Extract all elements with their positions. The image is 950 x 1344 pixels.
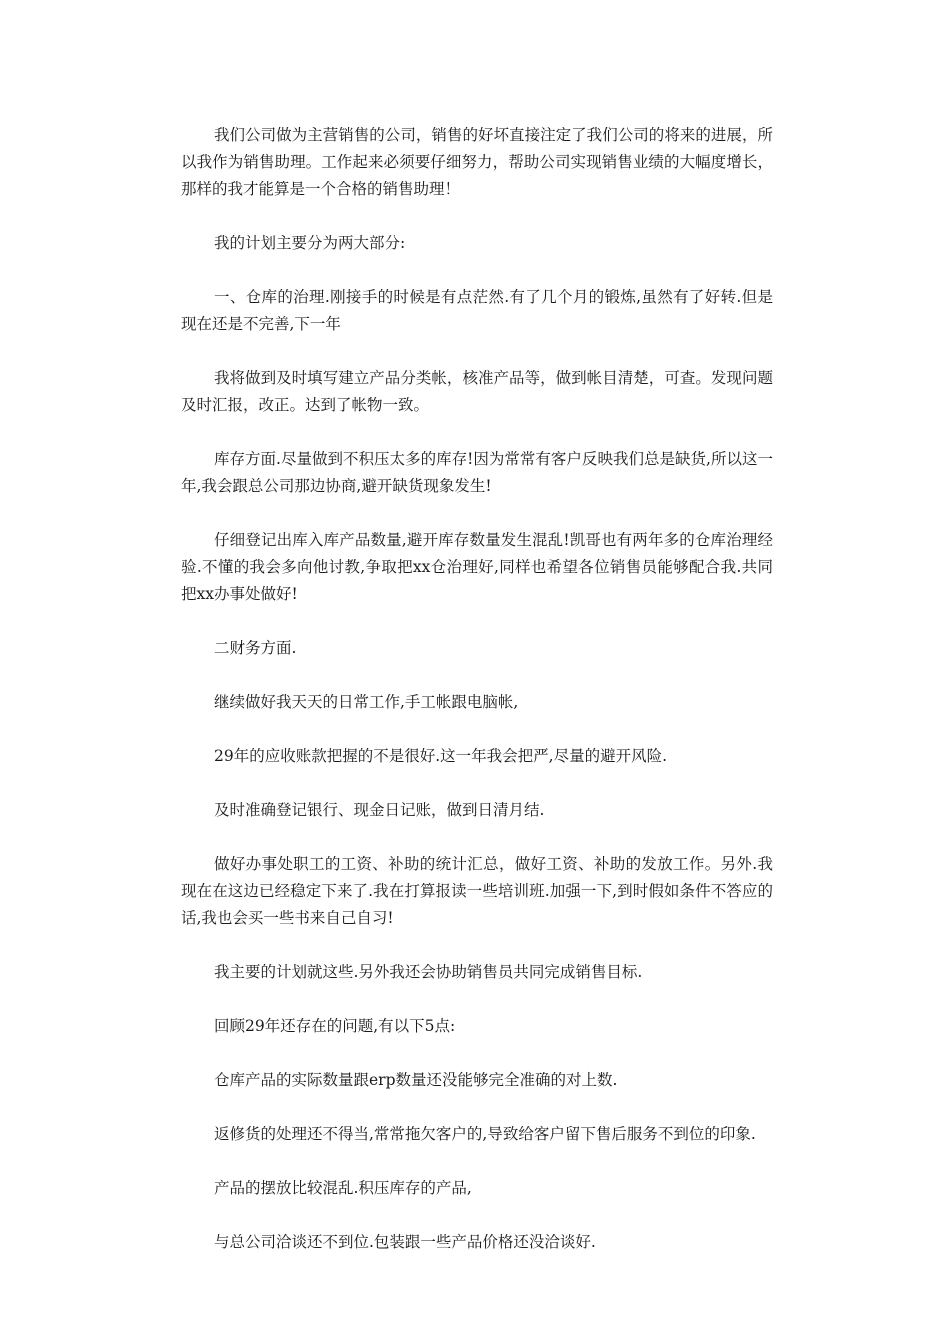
document-body	[181, 122, 773, 1283]
paragraph-journal: 及时准确登记银行、现金日记账，做到日清月结.	[214, 801, 545, 819]
paragraph-stock-registration: 仔细登记出库入库产品数量,避开库存数量发生混乱!凯哥也有两年多的仓库治理经验.不懂的我会多向他讨教,争取把xx仓治理好,同样也希望各位销售员能够配合我.共同把xx办事处做好!	[181, 531, 773, 603]
paragraph-inventory: 库存方面.尽量做到不积压太多的库存!因为常常有客户反映我们总是缺货,所以这一年,我会跟总公司那边协商,避开缺货现象发生!	[181, 450, 773, 495]
paragraph-accounts: 我将做到及时填写建立产品分类帐，核准产品等，做到帐目清楚，可查。发现问题及时汇报，改正。达到了帐物一致。	[181, 369, 773, 414]
paragraph-daily-work: 继续做好我天天的日常工作,手工帐跟电脑帐,	[214, 693, 519, 711]
paragraph-issue-erp: 仓库产品的实际数量跟erp数量还没能够完全准确的对上数.	[214, 1071, 618, 1089]
paragraph-receivables: 29年的应收账款把握的不是很好.这一年我会把严,尽量的避开风险.	[214, 747, 668, 765]
paragraph-warehouse-heading: 一、仓库的治理.刚接手的时候是有点茫然.有了几个月的锻炼,虽然有了好转.但是现在还是不完善,下一年	[181, 288, 773, 333]
paragraph-finance-heading: 二财务方面.	[214, 639, 297, 657]
paragraph-intro: 我们公司做为主营销售的公司，销售的好坏直接注定了我们公司的将来的进展，所以我作为销售助理。工作起来必须要仔细努力，帮助公司实现销售业绩的大幅度增长，那样的我才能算是一个合格的销售助理！	[181, 126, 773, 198]
paragraph-issue-negotiation: 与总公司洽谈还不到位.包装跟一些产品价格还没洽谈好.	[214, 1233, 596, 1251]
paragraph-review-heading: 回顾29年还存在的问题,有以下5点:	[214, 1017, 456, 1035]
paragraph-plan-summary: 我主要的计划就这些.另外我还会协助销售员共同完成销售目标.	[214, 963, 643, 981]
paragraph-plan-overview: 我的计划主要分为两大部分:	[214, 234, 406, 252]
paragraph-issue-storage: 产品的摆放比较混乱.积压库存的产品,	[214, 1179, 472, 1197]
paragraph-payroll: 做好办事处职工的工资、补助的统计汇总，做好工资、补助的发放工作。另外.我现在在这边已经稳定下来了.我在打算报读一些培训班.加强一下,到时假如条件不答应的话,我也会买一些书来自己自习!	[181, 855, 773, 927]
paragraph-issue-repairs: 返修货的处理还不得当,常常拖欠客户的,导致给客户留下售后服务不到位的印象.	[214, 1125, 756, 1143]
